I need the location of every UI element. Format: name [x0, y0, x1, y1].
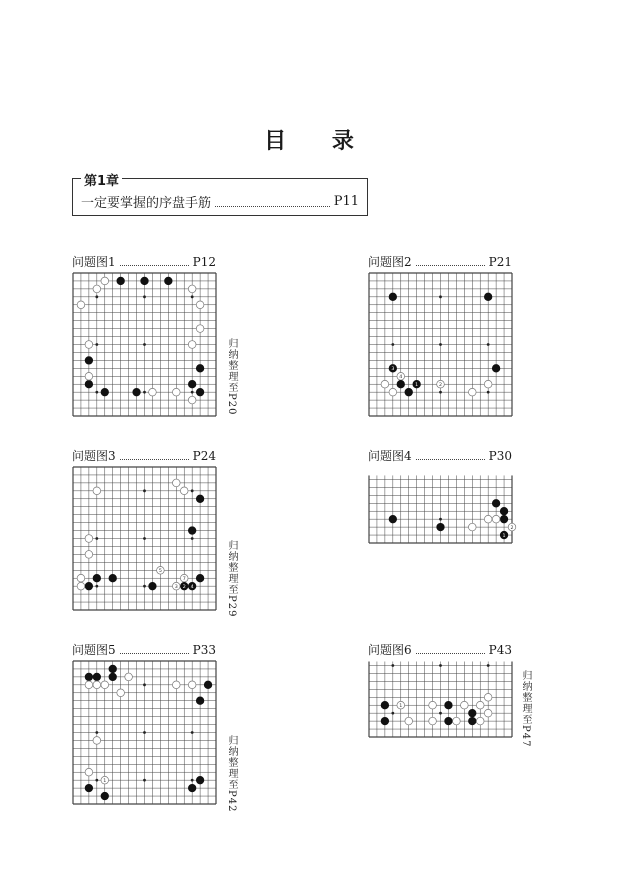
white-stone [180, 487, 188, 495]
white-stone [85, 768, 93, 776]
star-point [191, 537, 194, 540]
move-number: 1 [399, 703, 403, 709]
move-number: 2 [510, 525, 514, 531]
move-number: 7 [182, 576, 186, 582]
black-stone [101, 792, 109, 800]
problem-5-note: 归纳整理至P42 [226, 735, 237, 813]
white-stone [429, 717, 437, 725]
star-point [143, 779, 146, 782]
white-stone [125, 673, 133, 681]
black-stone [484, 293, 492, 301]
move-number: 1 [103, 778, 107, 784]
star-point [487, 343, 490, 346]
white-stone [93, 285, 101, 293]
white-stone [172, 388, 180, 396]
move-number: 2 [438, 382, 443, 388]
black-stone [196, 697, 204, 705]
white-stone [196, 325, 204, 333]
black-stone [196, 574, 204, 582]
white-stone [405, 717, 413, 725]
white-stone [101, 681, 109, 689]
white-stone [484, 693, 492, 701]
black-stone [196, 365, 204, 373]
white-stone [85, 551, 93, 559]
problem-6-note: 归纳整理至P47 [520, 670, 531, 748]
white-stone [429, 701, 437, 709]
white-stone [196, 301, 204, 309]
black-stone [109, 665, 117, 673]
star-point [439, 518, 442, 521]
star-point [191, 779, 194, 782]
black-stone [468, 709, 476, 717]
problem-1-entry[interactable] [72, 253, 216, 270]
black-stone [141, 277, 149, 285]
move-number: 4 [399, 374, 403, 380]
star-point [143, 343, 146, 346]
white-stone [77, 582, 85, 590]
chapter-heading: 第1章 [81, 170, 122, 189]
problem-2-entry[interactable] [368, 253, 512, 270]
black-stone [149, 582, 157, 590]
star-point [191, 489, 194, 492]
white-stone [468, 523, 476, 531]
star-point [191, 295, 194, 298]
go-board-problem-4 [368, 466, 513, 544]
problem-1-page: P12 [192, 254, 216, 269]
white-stone [93, 487, 101, 495]
star-point [95, 585, 98, 588]
problem-5-label: 问题图5 [72, 643, 116, 657]
black-stone [405, 388, 413, 396]
white-stone [172, 681, 180, 689]
white-stone [117, 689, 125, 697]
problem-5-entry[interactable] [72, 641, 216, 658]
problem-3-entry[interactable] [72, 447, 216, 464]
move-number: 3 [391, 367, 395, 373]
leader-dots [416, 645, 485, 654]
white-stone [381, 380, 389, 388]
black-stone [468, 717, 476, 725]
go-board-problem-5 [72, 660, 217, 805]
white-stone [484, 709, 492, 717]
white-stone [85, 341, 93, 349]
problem-4-page: P30 [488, 448, 512, 463]
white-stone [484, 380, 492, 388]
star-point [439, 664, 442, 667]
black-stone [85, 357, 93, 365]
star-point [95, 537, 98, 540]
star-point [95, 295, 98, 298]
white-stone [476, 701, 484, 709]
star-point [95, 391, 98, 394]
page-title: 目 录 [264, 129, 356, 154]
problem-3-note: 归纳整理至P29 [226, 540, 237, 618]
chapter-title: 一定要掌握的序盘手筋 [81, 196, 212, 211]
black-stone [85, 673, 93, 681]
black-stone [204, 681, 212, 689]
chapter-entry[interactable] [72, 174, 368, 216]
star-point [143, 585, 146, 588]
white-stone [149, 388, 157, 396]
white-stone [188, 396, 196, 404]
leader-dots [120, 257, 189, 266]
white-stone [77, 301, 85, 309]
white-stone [484, 515, 492, 523]
white-stone [93, 681, 101, 689]
star-point [143, 731, 146, 734]
black-stone [445, 701, 453, 709]
star-point [487, 391, 490, 394]
star-point [391, 712, 394, 715]
white-stone [93, 737, 101, 745]
white-stone [77, 574, 85, 582]
black-stone [381, 717, 389, 725]
black-stone [85, 582, 93, 590]
leader-dots [416, 257, 485, 266]
leader-dots [416, 451, 485, 460]
leader-dots [215, 197, 330, 207]
black-stone [85, 784, 93, 792]
move-number: 1 [415, 382, 419, 388]
move-number: 2 [182, 584, 186, 590]
black-stone [109, 673, 117, 681]
white-stone [85, 681, 93, 689]
problem-4-entry[interactable] [368, 447, 512, 464]
star-point [143, 537, 146, 540]
star-point [391, 343, 394, 346]
go-board-problem-1 [72, 272, 217, 417]
move-number: 1 [502, 533, 506, 539]
black-stone [445, 717, 453, 725]
leader-dots [120, 451, 189, 460]
black-stone [492, 365, 500, 373]
problem-2-page: P21 [488, 254, 512, 269]
black-stone [188, 527, 196, 535]
black-stone [397, 380, 405, 388]
star-point [391, 664, 394, 667]
problem-1-note: 归纳整理至P20 [226, 338, 237, 416]
problem-6-entry[interactable] [368, 641, 512, 658]
black-stone [85, 380, 93, 388]
star-point [439, 391, 442, 394]
black-stone [500, 515, 508, 523]
black-stone [437, 523, 445, 531]
move-number: 3 [174, 584, 178, 590]
white-stone [492, 515, 500, 523]
chapter-page: P11 [333, 194, 359, 209]
black-stone [196, 776, 204, 784]
white-stone [188, 681, 196, 689]
move-number: 5 [158, 568, 162, 574]
black-stone [492, 499, 500, 507]
white-stone [188, 341, 196, 349]
problem-5-page: P33 [192, 642, 216, 657]
move-number: 4 [190, 584, 194, 590]
black-stone [500, 507, 508, 515]
star-point [487, 664, 490, 667]
black-stone [133, 388, 141, 396]
star-point [143, 683, 146, 686]
white-stone [461, 701, 469, 709]
star-point [95, 343, 98, 346]
leader-dots [120, 645, 189, 654]
black-stone [101, 388, 109, 396]
black-stone [117, 277, 125, 285]
black-stone [188, 784, 196, 792]
go-board-problem-2 [368, 272, 513, 417]
black-stone [93, 673, 101, 681]
black-stone [165, 277, 173, 285]
problem-4-label: 问题图4 [368, 449, 412, 463]
problem-3-label: 问题图3 [72, 449, 116, 463]
star-point [95, 731, 98, 734]
white-stone [101, 277, 109, 285]
black-stone [381, 701, 389, 709]
star-point [191, 731, 194, 734]
star-point [439, 343, 442, 346]
white-stone [453, 717, 461, 725]
star-point [439, 712, 442, 715]
white-stone [85, 535, 93, 543]
problem-3-page: P24 [192, 448, 216, 463]
white-stone [188, 285, 196, 293]
chapter-line [81, 192, 359, 211]
white-stone [476, 717, 484, 725]
star-point [191, 391, 194, 394]
black-stone [196, 495, 204, 503]
problem-6-page: P43 [488, 642, 512, 657]
white-stone [85, 372, 93, 380]
go-board-problem-3 [72, 466, 217, 611]
star-point [143, 295, 146, 298]
problem-1-label: 问题图1 [72, 255, 116, 269]
star-point [143, 391, 146, 394]
black-stone [93, 574, 101, 582]
go-board-problem-6 [368, 660, 513, 738]
black-stone [389, 515, 397, 523]
black-stone [389, 293, 397, 301]
star-point [439, 295, 442, 298]
star-point [95, 779, 98, 782]
white-stone [389, 388, 397, 396]
black-stone [196, 388, 204, 396]
black-stone [188, 380, 196, 388]
black-stone [109, 574, 117, 582]
problem-6-label: 问题图6 [368, 643, 412, 657]
problem-2-label: 问题图2 [368, 255, 412, 269]
star-point [143, 489, 146, 492]
white-stone [468, 388, 476, 396]
white-stone [172, 479, 180, 487]
